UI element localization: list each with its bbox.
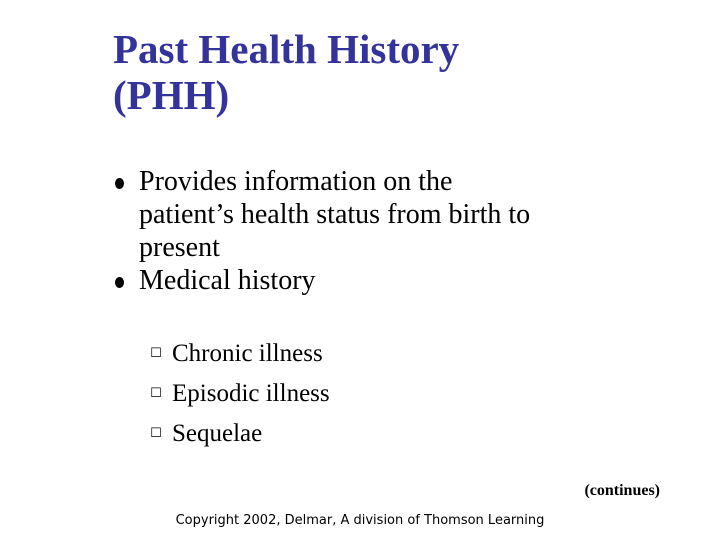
bullet-text-line: patient’s health status from birth to bbox=[139, 199, 531, 230]
sub-bullet-item bbox=[0, 334, 330, 374]
square-outline-bullet-icon: ☐ bbox=[150, 346, 162, 361]
continues-note: (continues) bbox=[584, 482, 660, 499]
square-outline-bullet-icon: ☐ bbox=[150, 426, 162, 441]
bullet-item bbox=[0, 264, 609, 297]
bullet-text-line: present bbox=[139, 232, 220, 263]
title-line-2: (PHH) bbox=[113, 72, 230, 118]
sub-bullet-label: Episodic illness bbox=[172, 380, 330, 407]
sub-bullet-item bbox=[0, 414, 330, 454]
sub-bullet-label: Chronic illness bbox=[172, 340, 323, 367]
slide-title bbox=[113, 26, 673, 118]
sub-bullet-label: Sequelae bbox=[172, 420, 263, 447]
filled-circle-bullet-icon bbox=[115, 178, 124, 189]
sub-bullet-item bbox=[0, 374, 330, 414]
bullet-list bbox=[0, 165, 720, 297]
filled-circle-bullet-icon bbox=[115, 277, 124, 288]
copyright-footer: Copyright 2002, Delmar, A division of Thomson Learning bbox=[175, 513, 545, 528]
bullet-text-line: Medical history bbox=[139, 265, 316, 296]
bullet-text-line: Provides information on the bbox=[139, 166, 453, 197]
sub-bullet-list bbox=[0, 334, 330, 454]
bullet-item bbox=[0, 165, 609, 264]
title-line-1: Past Health History bbox=[113, 26, 460, 72]
square-outline-bullet-icon: ☐ bbox=[150, 386, 162, 401]
